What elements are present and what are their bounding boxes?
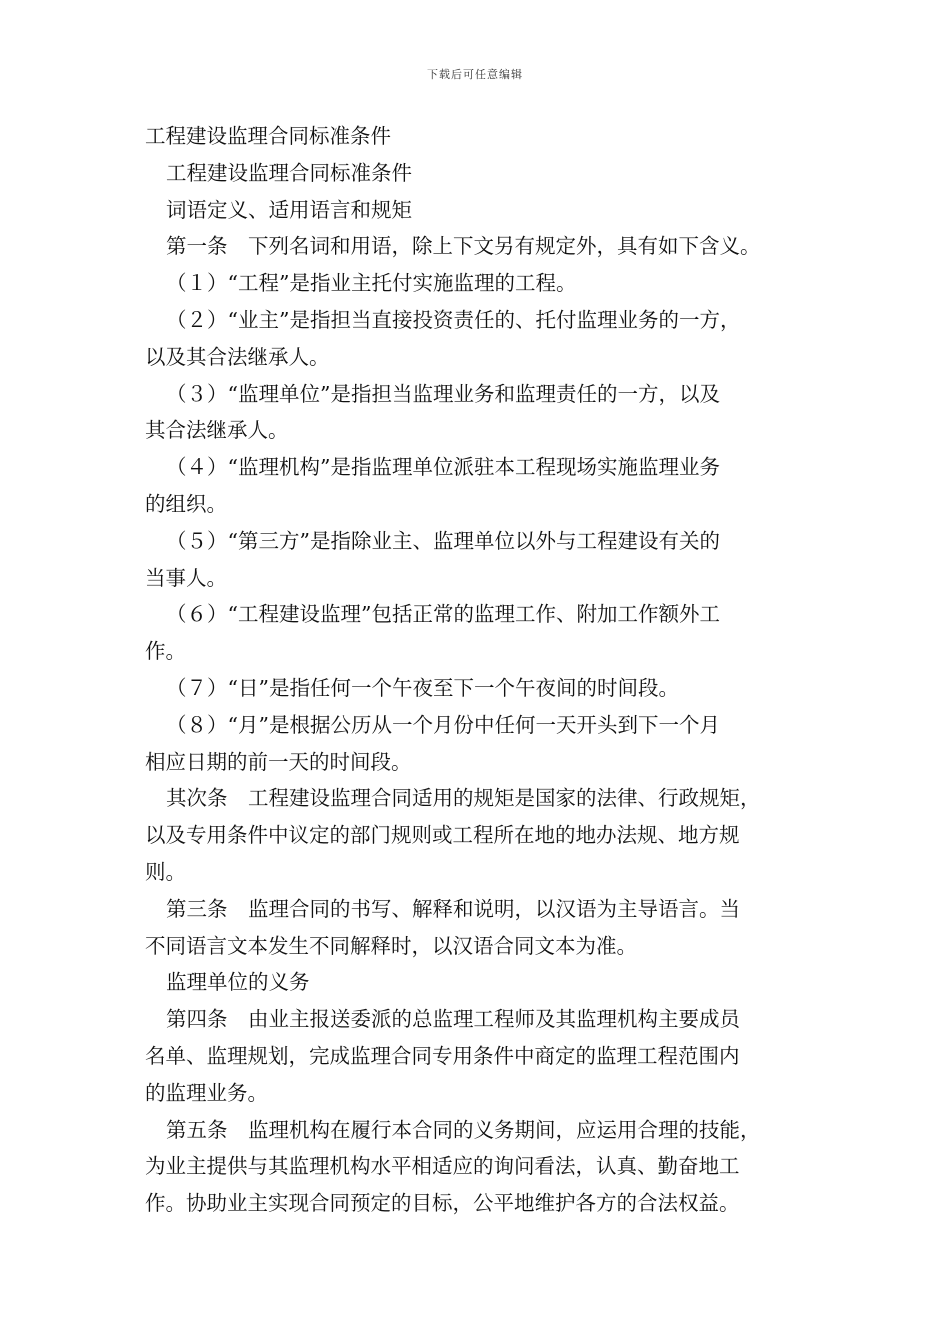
definition-3: （３）“监理单位”是指担当监理业务和监理责任的一方，以及 <box>166 381 720 406</box>
definition-8: （８）“月”是根据公历从一个月份中任何一天开头到下一个月 <box>166 712 720 737</box>
article-4-cont-2: 的监理业务。 <box>145 1080 268 1105</box>
definition-2: （２）“业主”是指担当直接投资责任的、托付监理业务的一方， <box>166 307 741 332</box>
article-4-cont-1: 名单、监理规划，完成监理合同专用条件中商定的监理工程范围内 <box>145 1043 740 1068</box>
article-2-cont-2: 则。 <box>145 859 186 884</box>
definition-2-cont: 以及其合法继承人。 <box>145 344 330 369</box>
article-2-cont-1: 以及专用条件中议定的部门规则或工程所在地的地办法规、地方规 <box>145 823 740 848</box>
definition-5-cont: 当事人。 <box>145 565 227 590</box>
article-2: 其次条 工程建设监理合同适用的规矩是国家的法律、行政规矩， <box>166 786 761 811</box>
article-5: 第五条 监理机构在履行本合同的义务期间，应运用合理的技能， <box>166 1117 761 1142</box>
section-title: 工程建设监理合同标准条件 <box>166 160 412 185</box>
definition-6-cont: 作。 <box>145 639 186 664</box>
article-1: 第一条 下列名词和用语，除上下文另有规定外，具有如下含义。 <box>166 234 761 259</box>
document-body <box>145 118 817 1222</box>
chapter-heading: 词语定义、适用语言和规矩 <box>166 197 412 222</box>
definition-4-cont: 的组织。 <box>145 491 227 516</box>
definition-5: （５）“第三方”是指除业主、监理单位以外与工程建设有关的 <box>166 528 720 553</box>
article-5-cont-2: 作。协助业主实现合同预定的目标，公平地维护各方的合法权益。 <box>145 1191 740 1216</box>
definition-8-cont: 相应日期的前一天的时间段。 <box>145 749 412 774</box>
definition-4: （４）“监理机构”是指监理单位派驻本工程现场实施监理业务 <box>166 455 720 480</box>
article-3: 第三条 监理合同的书写、解释和说明，以汉语为主导语言。当 <box>166 896 740 921</box>
chapter-heading-obligations: 监理单位的义务 <box>166 970 310 995</box>
article-3-cont: 不同语言文本发生不同解释时，以汉语合同文本为准。 <box>145 933 637 958</box>
definition-3-cont: 其合法继承人。 <box>145 418 289 443</box>
download-note: 下载后可任意编辑 <box>427 68 523 81</box>
definition-1: （１）“工程”是指业主托付实施监理的工程。 <box>166 271 577 296</box>
document-title: 工程建设监理合同标准条件 <box>145 124 391 148</box>
definition-7: （７）“日”是指任何一个午夜至下一个午夜间的时间段。 <box>166 675 679 700</box>
article-4: 第四条 由业主报送委派的总监理工程师及其监理机构主要成员 <box>166 1007 740 1032</box>
definition-6: （６）“工程建设监理”包括正常的监理工作、附加工作额外工 <box>166 602 720 627</box>
article-5-cont-1: 为业主提供与其监理机构水平相适应的询问看法，认真、勤奋地工 <box>145 1154 740 1179</box>
